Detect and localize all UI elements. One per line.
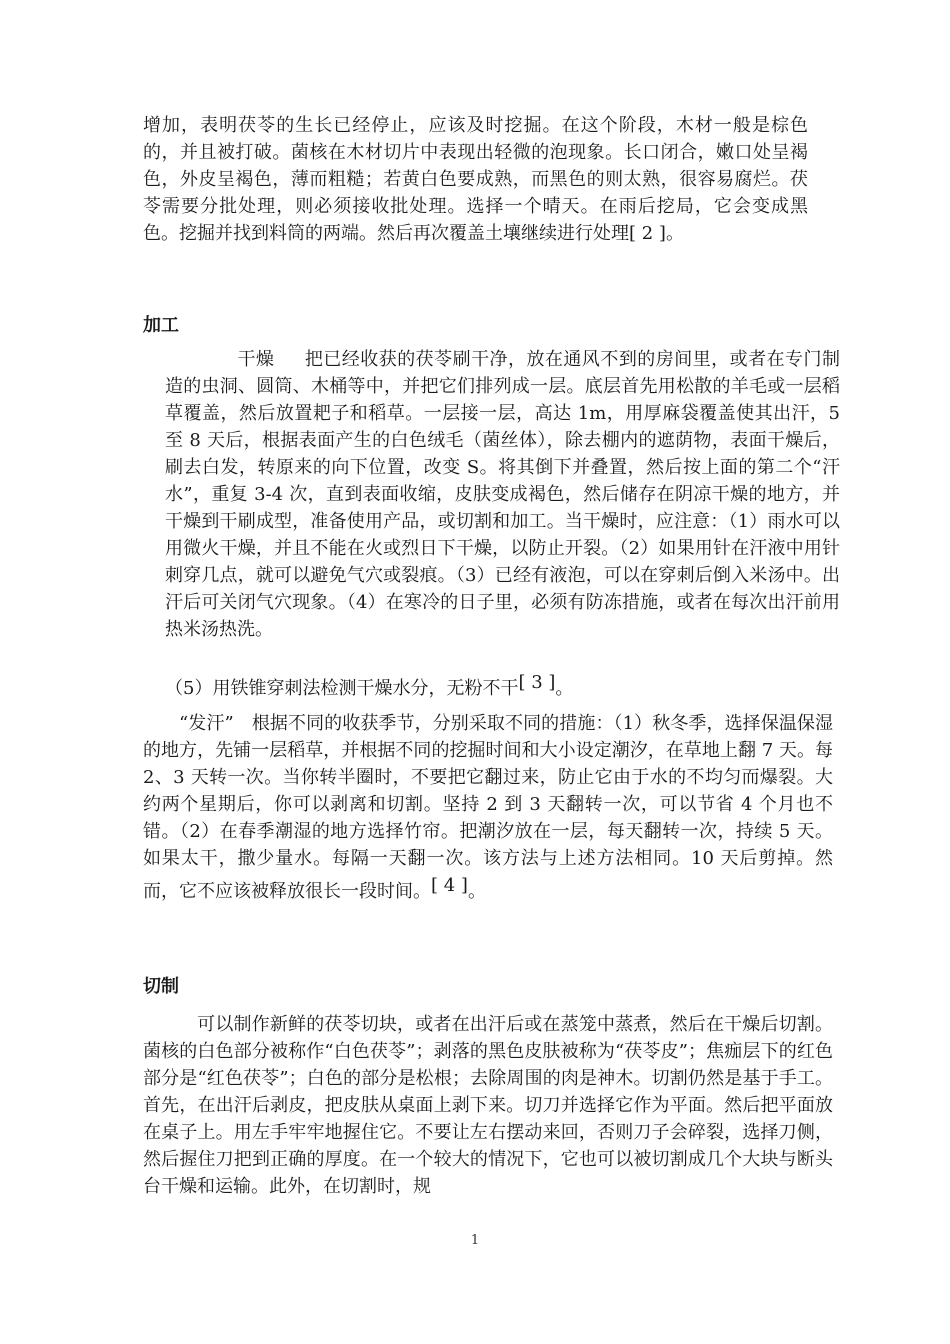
cutting-text: 可以制作新鲜的茯苓切块，或者在出汗后或在蒸笼中蒸煮，然后在干燥后切割。菌核的白色部分被称作“白色茯苓”；剥落的黑色皮肤被称为“茯苓皮”；焦痂层下的红色部分是“红色茯苓”；白色的部分是松根；去除周围的肉是神木。切割仍然是基于手工。首先，在出汗后剥皮，把皮肤从桌面上剥下来。切刀并选择它作为平面。然后把平面放在桌子上。用左手牢牢地握住它。不要让左右摆动来回，否则刀子会碎裂，选择刀侧，然后握住刀把到正确的厚度。在一个较大的情况下，它也可以被切割成几个大块与断头台干燥和运输。此外，在切割时，规 <box>143 1014 833 1197</box>
section-heading-cutting: 切制 <box>143 976 179 997</box>
cutting-paragraph <box>143 1011 833 1200</box>
drying-period: 。 <box>555 678 574 699</box>
section-heading-processing: 加工 <box>143 315 179 336</box>
sweating-paragraph <box>143 710 833 905</box>
body-paragraph-continued: 增加，表明茯苓的生长已经停止，应该及时挖掘。在这个阶段，木材一般是棕色的，并且被打破。菌核在木材切片中表现出轻微的泡现象。长口闭合，嫩口处呈褐色，外皮呈褐色，薄而粗糙；若黄白色要成熟，而黑色的则太熟，很容易腐烂。茯苓需要分批处理，则必须接收批处理。选择一个晴天。在雨后挖局，它会变成黑色。挖掘并找到料筒的两端。然后再次覆盖土壤继续进行处理[ 2 ]。 <box>143 115 808 244</box>
drying-last-line <box>165 669 840 702</box>
page-number: 1 <box>470 1233 480 1248</box>
sweating-period: 。 <box>467 881 486 902</box>
citation-4: [ 4 ] <box>431 875 468 896</box>
citation-3: [ 3 ] <box>518 672 556 693</box>
drying-term: 干燥 <box>237 349 275 370</box>
drying-last-text: （5）用铁锥穿刺法检测干燥水分，无粉不干 <box>165 678 519 699</box>
drying-text: 把已经收获的茯苓刷干净，放在通风不到的房间里，或者在专门制造的虫洞、圆筒、木桶等中，并把它们排列成一层。底层首先用松散的羊毛或一层稻草覆盖，然后放置耙子和稻草。一层接一层，高达 1m，用厚麻袋覆盖使其出汗，5 至 8 天后，根据表面产生的白色绒毛（菌丝体），除去棚内的遮荫物，表面干燥后，刷去白发，转原来的向下位置，改变 S。将其倒下并叠置，然后按上面的第二个“汗水”，重复 3-4 次，直到表面收缩，皮肤变成褐色，然后储存在阴凉干燥的地方，并干燥到干刷成型，准备使用产品，或切割和加工。当干燥时，应注意：（1）雨水可以用微火干燥，并且不能在火或烈日下干燥，以防止开裂。（2）如果用针在汗液中用针刺穿几点，就可以避免气穴或裂痕。（3）已经有液泡，可以在穿刺后倒入米汤中。出汗后可关闭气穴现象。（4）在寒冷的日子里，必须有防冻措施，或者在每次出汗前用热米汤热洗。 <box>165 349 840 640</box>
sweating-text: “发汗” 根据不同的收获季节，分别采取不同的措施：（1）秋冬季，选择保温保湿的地方，先铺一层稻草，并根据不同的挖掘时间和大小设定潮汐，在草地上翻 7 天。每 2、3 天转一次。当你转半圈时，不要把它翻过来，防止它由于水的不均匀而爆裂。大约两个星期后，你可以剥离和切割。坚持 2 到 3 天翻转一次，可以节省 4 个月也不错。（2）在春季潮湿的地方选择竹帘。把潮汐放在一层，每天翻转一次，持续 5 天。如果太干，撒少量水。每隔一天翻一次。该方法与上述方法相同。10 天后剪掉。然而，它不应该被释放很长一段时间。 <box>143 713 833 902</box>
drying-paragraph <box>165 346 840 643</box>
